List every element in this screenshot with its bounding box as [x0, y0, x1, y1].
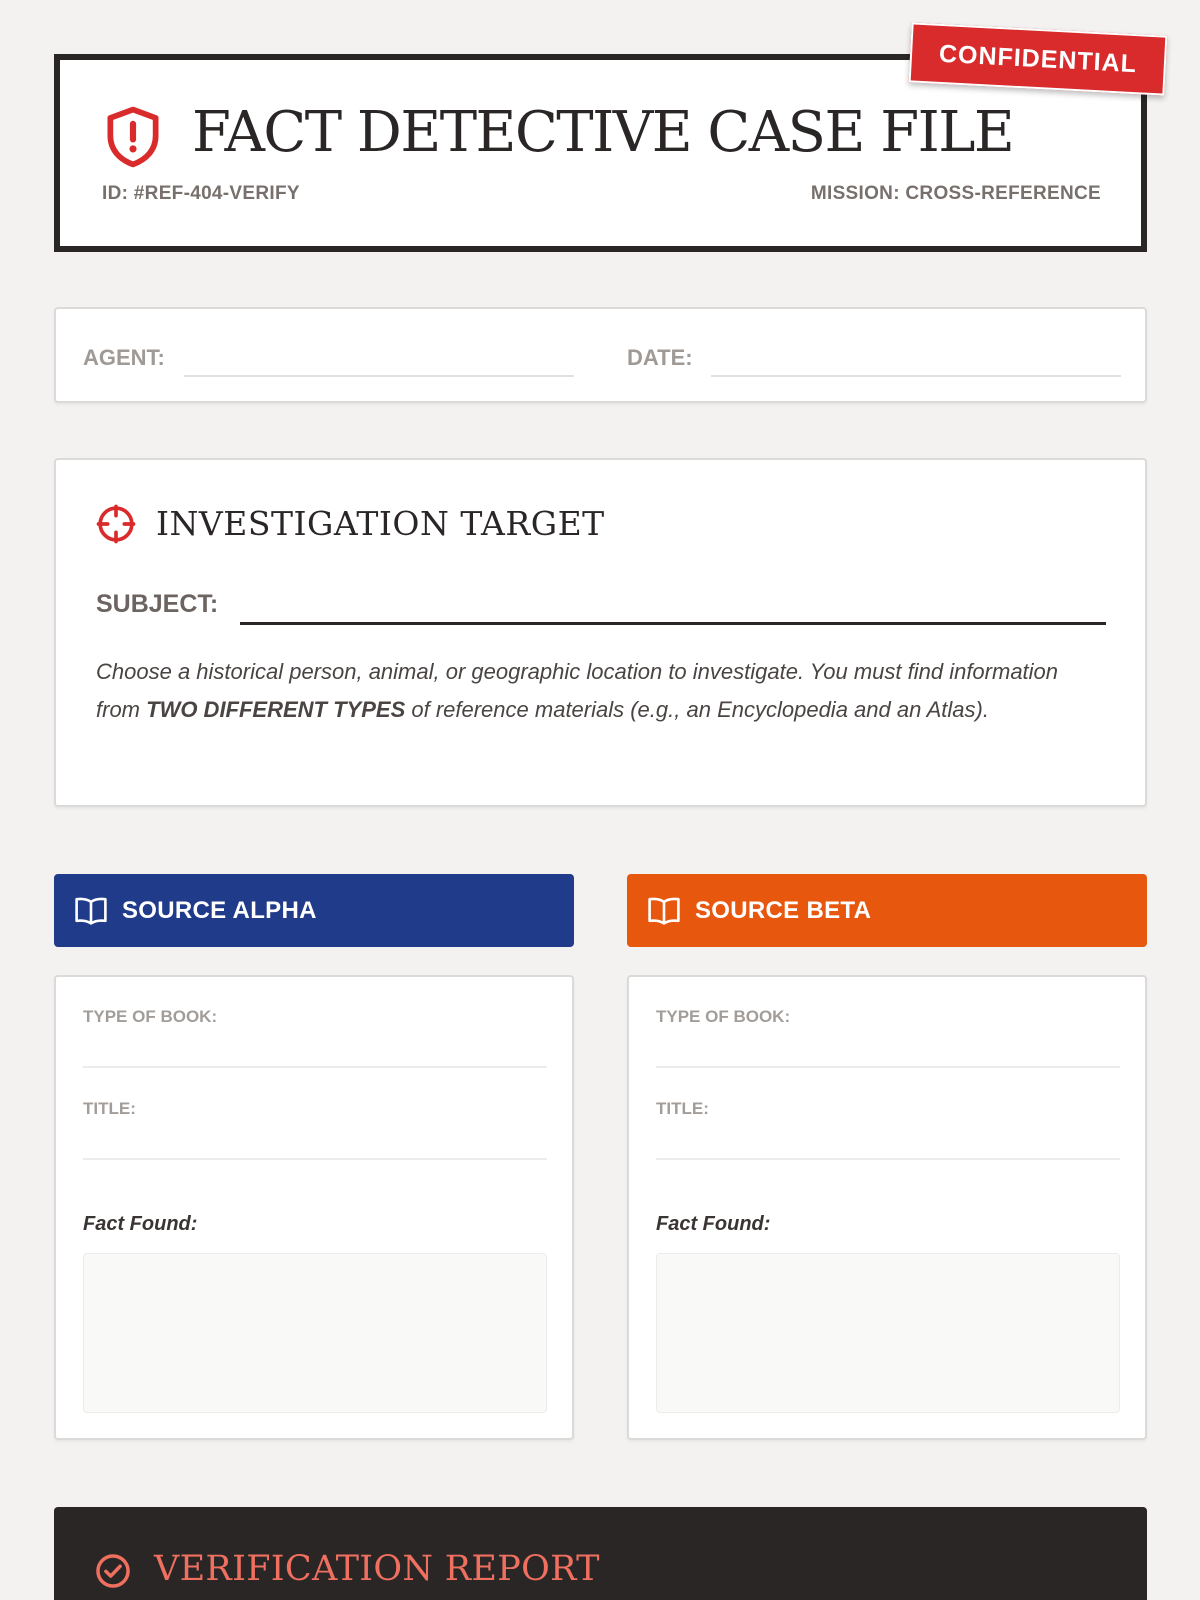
crosshair-icon — [96, 504, 136, 544]
instructions-text — [96, 653, 1106, 729]
fact-found-textarea[interactable] — [656, 1253, 1120, 1413]
title-label: TITLE: — [83, 1099, 136, 1118]
verification-title: VERIFICATION REPORT — [154, 1549, 600, 1589]
title-field[interactable] — [656, 1158, 1120, 1160]
open-book-icon — [74, 896, 108, 926]
date-label: DATE: — [627, 345, 693, 370]
source-alpha-card — [54, 975, 574, 1440]
title-label: TITLE: — [656, 1099, 709, 1118]
agent-field[interactable] — [184, 375, 574, 377]
type-of-book-field[interactable] — [83, 1066, 547, 1068]
verification-report-section — [54, 1507, 1147, 1600]
instructions-emphasis: TWO DIFFERENT TYPES — [146, 697, 406, 722]
type-of-book-field[interactable] — [656, 1066, 1120, 1068]
title-field[interactable] — [83, 1158, 547, 1160]
fact-found-textarea[interactable] — [83, 1253, 547, 1413]
source-alpha-header — [54, 874, 574, 947]
page-title: FACT DETECTIVE CASE FILE — [192, 100, 1014, 165]
fact-found-label: Fact Found: — [656, 1213, 771, 1235]
investigation-target-card — [54, 458, 1147, 807]
agent-date-card — [54, 307, 1147, 403]
open-book-icon — [647, 896, 681, 926]
check-circle-icon — [94, 1552, 132, 1590]
section-title: INVESTIGATION TARGET — [156, 504, 605, 543]
date-field[interactable] — [711, 375, 1121, 377]
subject-field[interactable] — [240, 622, 1106, 625]
source-beta-header — [627, 874, 1147, 947]
confidential-stamp: CONFIDENTIAL — [909, 22, 1168, 95]
source-beta-card — [627, 975, 1147, 1440]
instructions-pre: Choose a historical person, animal, or geographic location to investigate. You must find information from — [96, 659, 1059, 722]
type-of-book-label: TYPE OF BOOK: — [83, 1007, 218, 1026]
instructions-post: of reference materials (e.g., an Encyclopedia and an Atlas). — [405, 697, 989, 722]
shield-alert-icon — [104, 106, 162, 168]
agent-label: AGENT: — [83, 345, 165, 370]
type-of-book-label: TYPE OF BOOK: — [656, 1007, 791, 1026]
source-beta-title: SOURCE BETA — [695, 896, 872, 924]
fact-found-label: Fact Found: — [83, 1213, 198, 1235]
subject-label: SUBJECT: — [96, 590, 219, 618]
mission-label: MISSION: CROSS-REFERENCE — [810, 183, 1101, 204]
source-alpha-title: SOURCE ALPHA — [122, 896, 317, 924]
case-id: ID: #REF-404-VERIFY — [102, 183, 300, 204]
